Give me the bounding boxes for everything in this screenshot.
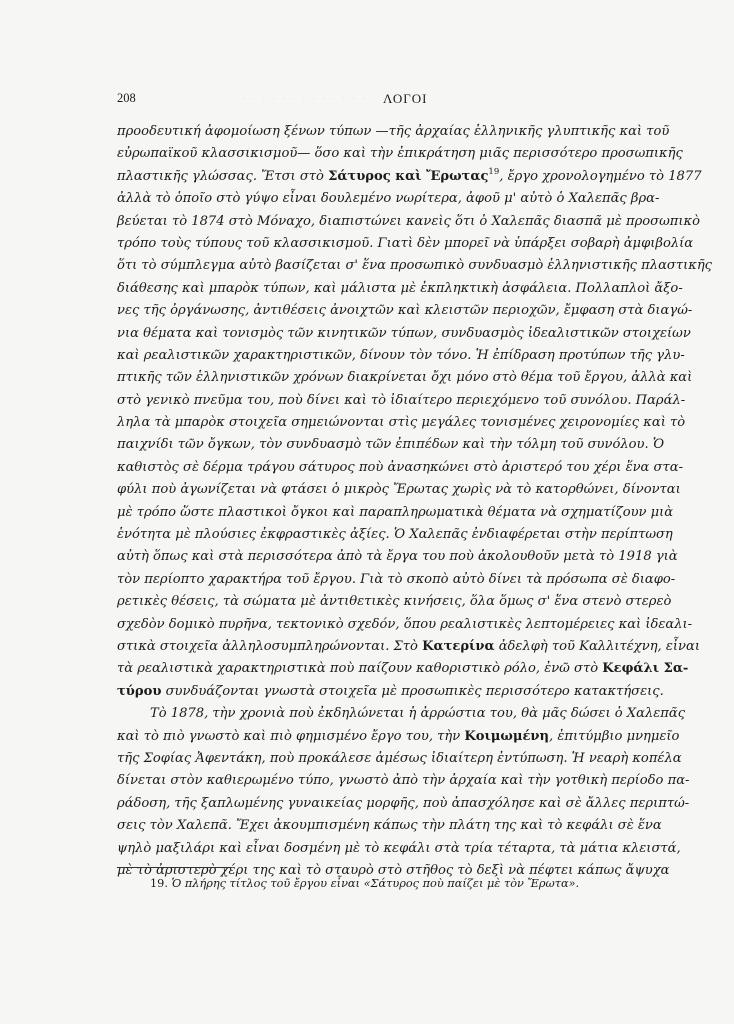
text-line (117, 546, 678, 568)
text-line (117, 233, 694, 255)
text-line (117, 412, 686, 434)
text-line (117, 479, 681, 501)
text-line (117, 345, 685, 367)
text-run: στὸ γενικὸ πνεῦμα του, ποὺ δίνει καὶ τὸ ἰδιαίτερο περιεχόμενο τοῦ συνόλου. Παράλ- (117, 392, 686, 408)
footnote-text: Ὁ πλήρης τίτλος τοῦ ἔργου εἶναι «Σάτυρος ποὺ παίζει μὲ τὸν Ἔρωτα». (171, 877, 580, 890)
running-head: ΛΟΓΟΙ (383, 91, 428, 106)
text-line (117, 367, 693, 389)
text-run: ἑνότητα μὲ πλούσιες ἐκφραστικὲς ἀξίες. Ὁ Χαλεπᾶς ἐνδιαφέρεται στὴν περίπτωση (117, 527, 673, 543)
text-run: εὐρωπαϊκοῦ κλασσικισμοῦ— ὅσο καὶ τὴν ἐπικράτηση μιᾶς περισσότερο προσωπικῆς (117, 146, 683, 162)
text-run: ἀλλὰ τὸ ὁποῖο στὸ γύψο εἶναι δουλεμένο νωρίτερα, ἀφοῦ μ' αὐτὸ ὁ Χαλεπᾶς βρα- (117, 191, 660, 207)
page-header (117, 91, 631, 109)
text-line (117, 658, 689, 680)
artwork-title: Κεφάλι Σα- (602, 661, 689, 677)
artwork-title: Κοιμωμένη (464, 728, 550, 744)
text-run: παιχνίδι τῶν ὄγκων, τὸν συνδυασμὸ τῶν ἐπιπέδων καὶ τὴν τόλμη τοῦ συνόλου. Ὁ (117, 437, 665, 453)
text-run: , ἔργο χρονολογημένο τὸ 1877 (499, 168, 702, 184)
text-line (117, 121, 670, 143)
artwork-title: τύρου (117, 683, 162, 699)
footnote-ref: 19 (488, 166, 500, 177)
text-line (117, 770, 690, 792)
text-run: πλαστικῆς γλώσσας. Ἔτσι στὸ (117, 168, 329, 184)
show-through-text: · · · · · · · · · · · · · (242, 92, 367, 105)
text-line (117, 143, 683, 165)
text-run: ἀδελφὴ τοῦ Καλλιτέχνη, εἶναι (494, 638, 700, 654)
text-line (117, 300, 693, 322)
text-line (117, 390, 686, 412)
text-run: τῆς Σοφίας Ἀφεντάκη, ποὺ προκάλεσε ἀμέσως ἰδιαίτερη ἐντύπωση. Ἡ νεαρὴ κοπέλα (117, 750, 682, 766)
text-run: καθιστὸς σὲ δέρμα τράγου σάτυρος ποὺ ἀνασηκώνει στὸ ἀριστερό του χέρι ἕνα στα- (117, 459, 684, 475)
text-line (117, 434, 665, 456)
text-run: στικὰ στοιχεῖα ἀλληλοσυμπληρώνονται. Στὸ (117, 638, 423, 654)
text-line (117, 188, 660, 210)
text-run: ράδοση, τῆς ξαπλωμένης γυναικείας μορφῆς, ποὺ ἀπασχόλησε καὶ σὲ ἄλλες περιπτώ- (117, 795, 690, 811)
text-line (117, 255, 712, 277)
text-line (117, 524, 673, 546)
text-run: τὸν περίοπτο χαρακτήρα τοῦ ἔργου. Γιὰ τὸ σκοπὸ αὐτὸ δίνει τὰ πρόσωπα σὲ διαφο- (117, 571, 676, 587)
text-line (117, 726, 680, 748)
text-run: πτικῆς τῶν ἑλληνιστικῶν χρόνων διακρίνεται ὄχι μόνο στὸ θέμα τοῦ ἔργου, ἀλλὰ καὶ (117, 370, 693, 386)
text-run: ρετικὲς θέσεις, τὰ σώματα μὲ ἀντιθετικὲς κινήσεις, ὅλα ὅμως σ' ἕνα στενὸ στερεὸ (117, 594, 672, 610)
text-run: προοδευτική ἀφομοίωση ξένων τύπων —τῆς ἀρχαίας ἑλληνικῆς γλυπτικῆς καὶ τοῦ (117, 124, 670, 139)
artwork-title: Κατερίνα (422, 638, 495, 654)
text-line (117, 636, 700, 658)
text-line (117, 838, 681, 860)
page-number: 208 (117, 91, 136, 105)
text-run: καὶ τὸ πιὸ γνωστὸ καὶ πιὸ φημισμένο ἔργο του, τὴν (117, 728, 465, 744)
text-run: νια θέματα καὶ τονισμὸς τῶν κινητικῶν τύπων, συνδυασμὸς ἰδεαλιστικῶν στοιχείων (117, 325, 691, 341)
text-line (117, 681, 664, 703)
text-line (117, 815, 662, 837)
text-line (117, 457, 684, 479)
text-run: Τὸ 1878, τὴν χρονιὰ ποὺ ἐκδηλώνεται ἡ ἀρρώστια του, θὰ μᾶς δώσει ὁ Χαλεπᾶς (150, 706, 686, 722)
text-line (117, 748, 682, 770)
text-line (117, 614, 693, 636)
text-line (117, 569, 676, 591)
text-run: αὐτὴ ὅπως καὶ στὰ περισσότερα ἀπὸ τὰ ἔργα του ποὺ ἀκολουθοῦν μετὰ τὸ 1918 γιὰ (117, 549, 678, 565)
text-line (117, 703, 686, 725)
text-line (117, 323, 691, 345)
text-line (117, 502, 674, 524)
text-run: καὶ ρεαλιστικῶν χαρακτηριστικῶν, δίνουν τὸν τόνο. Ἡ ἐπίδραση προτύπων τῆς γλυ- (117, 347, 685, 363)
text-line (117, 211, 700, 233)
text-line (117, 591, 672, 613)
text-run: διάθεσης καὶ μπαρὸκ τύπων, καὶ μάλιστα μὲ ἐκπληκτικὴ ἀσφάλεια. Πολλαπλοὶ ἄξο- (117, 280, 683, 296)
artwork-title: Σάτυρος καὶ Ἔρωτας (328, 168, 489, 184)
text-line (117, 278, 683, 300)
text-line (117, 793, 690, 815)
body-text (117, 121, 712, 882)
text-run: δίνεται στὸν καθιερωμένο τύπο, γνωστὸ ἀπὸ τὴν ἀρχαία καὶ τὴν γοτθικὴ περίοδο πα- (117, 773, 690, 789)
text-run: νες τῆς ὀργάνωσης, ἀντιθέσεις ἀνοιχτῶν καὶ κλειστῶν περιοχῶν, ἔμφαση στὰ διαγώ- (117, 303, 693, 319)
text-run: τὰ ρεαλιστικὰ χαρακτηριστικὰ ποὺ παίζουν καθοριστικὸ ρόλο, ἐνῶ στὸ (117, 661, 603, 677)
text-run: σχεδὸν δομικὸ πυρῆνα, τεκτονικὸ σχεδόν, ὅπου ρεαλιστικὲς λεπτομέρειες καὶ ἰδεαλι- (117, 616, 693, 632)
text-run: συνδυάζονται γνωστὰ στοιχεῖα μὲ προσωπικὲς περισσότερο κατακτήσεις. (161, 683, 664, 699)
text-run: μὲ τὸ ἀριστερὸ χέρι της καὶ τὸ σταυρὸ στὸ στῆθος τὸ δεξὶ νὰ πέφτει κάπως ἄψυχα (117, 862, 670, 878)
text-run: ψηλὸ μαξιλάρι καὶ εἶναι δοσμένη μὲ τὸ κεφάλι στὰ τρία τέταρτα, τὰ μάτια κλειστά, (117, 840, 681, 856)
text-run: βεύεται τὸ 1874 στὸ Μόναχο, διαπιστώνει κανεὶς ὅτι ὁ Χαλεπᾶς διασπᾶ μὲ προσωπικὸ (117, 213, 700, 229)
footnote-number: 19. (150, 877, 168, 890)
text-line (117, 166, 702, 188)
text-run: μὲ τρόπο ὥστε πλαστικοὶ ὄγκοι καὶ παραπληρωματικὰ θέματα νὰ σχηματίζουν μιὰ (117, 504, 674, 520)
text-run: ὅτι τὸ σύμπλεγμα αὐτὸ βασίζεται σ' ἕνα προσωπικὸ συνδυασμὸ ἑλληνιστικῆς πλαστικῆς (117, 258, 712, 274)
text-run: ληλα τὰ μπαρὸκ στοιχεῖα σημειώνονται στὶς μεγάλες τονισμένες χειρονομίες καὶ τὸ (117, 415, 686, 431)
text-run: τρόπο τοὺς τύπους τοῦ κλασσικισμοῦ. Γιατὶ δὲν μπορεῖ νὰ ὑπάρξει σοβαρὴ ἀμφιβολία (117, 235, 694, 251)
footnote-divider (117, 867, 231, 868)
text-run: , ἐπιτύμβιο μνημεῖο (549, 728, 680, 744)
footnote (150, 877, 579, 890)
text-run: φύλι ποὺ ἀγωνίζεται νὰ φτάσει ὁ μικρὸς Ἔρωτας χωρὶς νὰ τὸ κατορθώνει, δίνονται (117, 482, 681, 498)
text-run: σεις τὸν Χαλεπᾶ. Ἔχει ἀκουμπισμένη κάπως τὴν πλάτη της καὶ τὸ κεφάλι σὲ ἕνα (117, 818, 662, 834)
